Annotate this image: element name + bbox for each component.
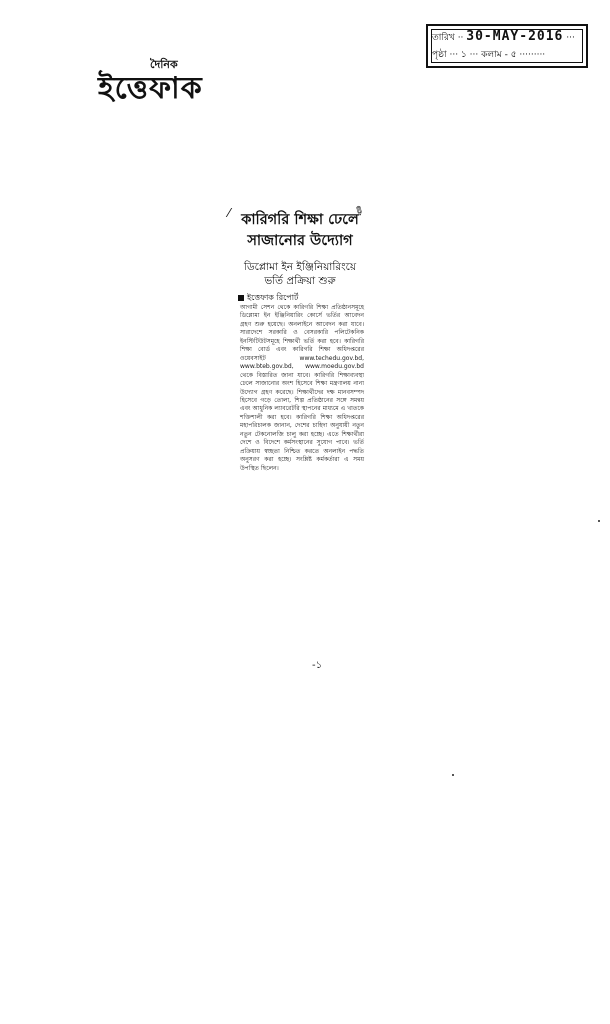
date-stamp [426,24,588,68]
scan-speck [452,774,454,776]
clip-corner-mark-left: ⁄ [228,206,231,220]
stamp-page-value: ১ [460,50,467,60]
stamp-page-row [432,47,545,62]
stamp-date-row [432,29,575,45]
article-clipping [228,204,368,674]
subhead-line-1: ডিপ্লোমা ইন ইঞ্জিনিয়ারিংয়ে [243,261,357,273]
stamp-dots: ·· [457,33,467,43]
headline-line-2: সাজানোর উদ্যোগ [247,233,353,249]
article-subheadline [236,260,364,288]
stamp-dots: - [504,50,511,60]
clip-corner-mark-right: ✎ [351,202,367,220]
article-headline [236,210,364,252]
stamp-column-label: কলাম [481,50,502,60]
article-body: আগামী সেশন থেকে কারিগরি শিক্ষা প্রতিষ্ঠানসমূহে ডিপ্লোমা ইন ইঞ্জিনিয়ারিং কোর্সে ভর্তির আবেদন গ্রহণ শুরু হয়েছে। অনলাইনে আবেদন করা যাবে। সারাদেশে সরকারি ও বেসরকারি পলিটেকনিক ইনস্টিটিউটসমূহে শিক্ষার্থী ভর্তি করা হবে। কারিগরি শিক্ষা বোর্ড এবং কারিগরি শিক্ষা অধিদপ্তরের ওয়েবসাইট www.techedu.gov.bd, www.bteb.gov.bd, www.moedu.gov.bd থেকে বিস্তারিত জানা যাবে। কারিগরি শিক্ষাব্যবস্থা ঢেলে সাজানোর অংশ হিসেবে শিক্ষা মন্ত্রণালয় নানা উদ্যোগ গ্রহণ করেছে। শিক্ষার্থীদের দক্ষ মানবসম্পদ হিসেবে গড়ে তোলা, শিল্প প্রতিষ্ঠানের সঙ্গে সমন্বয় এবং আধুনিক ল্যাবরেটরি স্থাপনের মাধ্যমে এ খাতকে শক্তিশালী করা হবে। কারিগরি শিক্ষা অধিদপ্তরের মহাপরিচালক জানান, দেশের চাহিদা অনুযায়ী নতুন নতুন টেকনোলজি চালু করা হচ্ছে। এতে শিক্ষার্থীরা দেশে ও বিদেশে কর্মসংস্থানের সুযোগ পাবে। ভর্তি প্রক্রিয়ায় স্বচ্ছতা নিশ্চিত করতে অনলাইন পদ্ধতি অনুসরণ করা হচ্ছে। সংশ্লিষ্ট কর্মকর্তারা এ সময় উপস্থিত ছিলেন। [240,304,366,472]
stamp-date-value: 30-MAY-2016 [466,29,564,44]
stamp-dots: ··· [469,50,482,60]
byline-text: ইত্তেফাক রিপোর্ট [247,293,299,302]
stamp-dots: ········· [519,50,546,60]
masthead-title: ইত্তেফাক [98,71,203,106]
stamp-dots: ··· [449,50,461,60]
subhead-line-2: ভর্তি প্রক্রিয়া শুরু [264,275,336,287]
stamp-page-label: পৃষ্ঠা [432,50,447,60]
stamp-dots: ··· [566,33,575,43]
headline-line-1: কারিগরি শিক্ষা ঢেলে [241,212,359,228]
masthead-small-label: দৈনিক [150,58,178,71]
stamp-date-label: তারিখ [432,33,455,43]
stamp-column-value: ৫ [510,50,517,60]
page-mark: -১ [312,660,323,671]
scan-speck [598,520,600,522]
byline-bullet-icon [238,295,244,301]
